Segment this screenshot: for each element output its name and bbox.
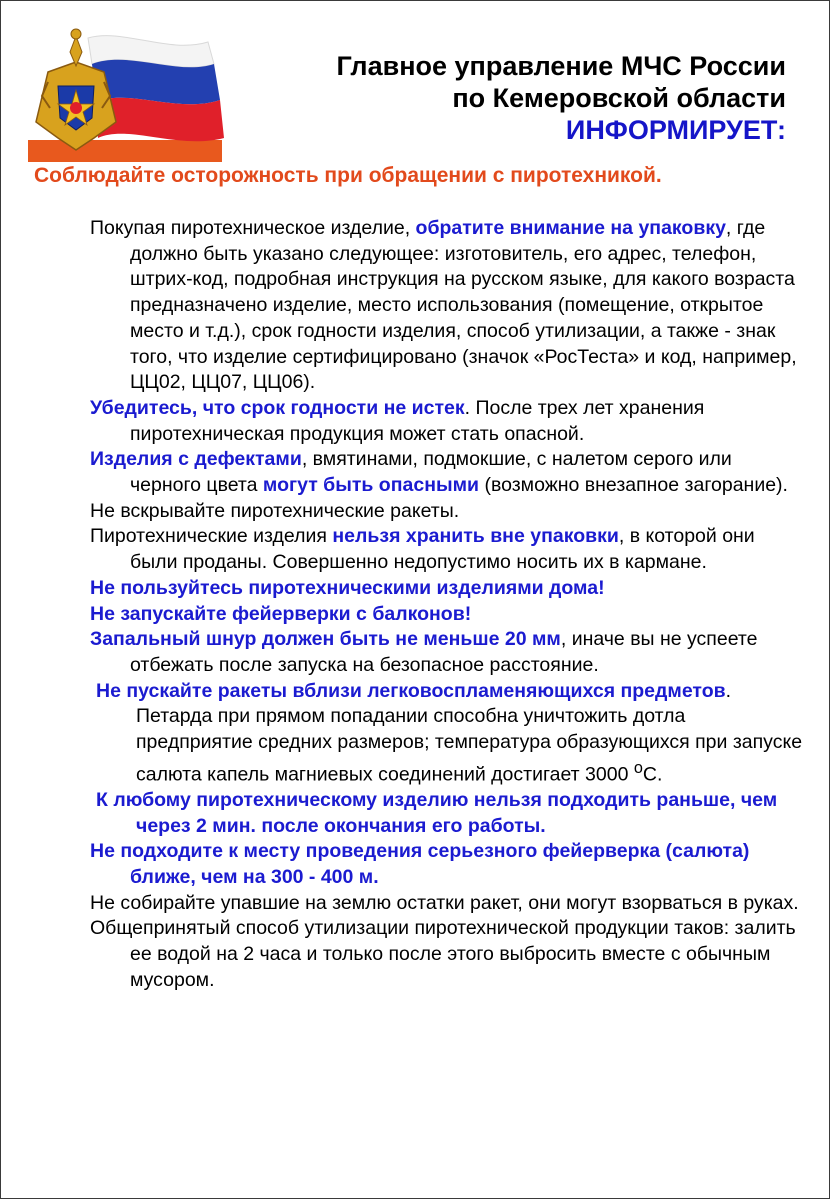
logo-graphic	[28, 26, 228, 166]
text: Общепринятый способ утилизации пиротехнической продукции таков: залить ее водой на 2 часа и только после этого выбросить вместе с обычным мусором.	[90, 917, 796, 991]
advice-remains	[90, 891, 805, 917]
degree-sup: о	[633, 758, 643, 777]
header-informs: ИНФОРМИРУЕТ:	[565, 115, 786, 145]
advice-disposal	[90, 916, 805, 993]
highlight: Убедитесь, что срок годности не истек	[90, 396, 465, 419]
text: Не вскрывайте пиротехнические ракеты.	[90, 499, 460, 522]
text: , где должно быть указано следующее: изготовитель, его адрес, телефон, штрих-код, подробная инструкция на русском языке, для какого возраста предназначено изделие, место использования (помещение, открытое место и т.д.), срок годности изделия, способ утилизации, а также - знак того, что изделие сертифицировано (значок «РосТеста» и код, например, ЦЦ02, ЦЦ07, ЦЦ06).	[130, 217, 797, 394]
logo-block	[28, 26, 228, 166]
text: , вмятинами, подмокшие, с налетом серого или черного цвета	[130, 448, 732, 497]
highlight: обратите внимание на упаковку	[415, 217, 726, 239]
highlight: Не пускайте ракеты вблизи легковоспламеняющихся предметов	[96, 679, 726, 702]
header	[336, 50, 786, 146]
highlight: нельзя хранить вне упаковки	[332, 525, 619, 548]
text: , иначе вы не успеете отбежать после запуска на безопасное расстояние.	[130, 628, 758, 676]
advice-distance	[90, 839, 805, 890]
highlight: Не пользуйтесь пиротехническими изделиями дома!	[90, 576, 605, 599]
advice-packaging	[90, 216, 805, 396]
advice-expiry	[90, 396, 805, 447]
text: Пиротехнические изделия	[90, 525, 333, 548]
text: . Петарда при прямом попадании способна уничтожить дотла предприятие средних размеров; температура образующихся при запуске салюта капель магниевых соединений достигает 3000	[136, 679, 803, 786]
header-org-line1: Главное управление МЧС России	[336, 51, 786, 81]
highlight: Изделия с дефектами	[90, 448, 302, 471]
advice-no-balconies	[90, 602, 805, 628]
orange-bar	[28, 140, 222, 162]
highlight: Запальный шнур должен быть не меньше 20 мм	[90, 628, 561, 651]
advice-defects	[90, 447, 805, 498]
advice-list	[90, 216, 805, 994]
text: . После трех лет хранения пиротехническая продукция может стать опасной.	[130, 396, 705, 445]
advice-storage	[90, 524, 805, 575]
highlight: К любому пиротехническому изделию нельзя подходить раньше, чем через 2 мин. после окончания его работы.	[96, 788, 778, 837]
advice-fuse	[90, 627, 805, 678]
text: (возможно внезапное загорание).	[479, 474, 788, 497]
advice-flammables	[90, 679, 805, 788]
highlight: могут быть опасными	[262, 474, 480, 497]
advice-no-opening	[90, 499, 805, 525]
advice-not-at-home	[90, 576, 805, 602]
text: , в которой они были проданы. Совершенно недопустимо носить их в кармане.	[130, 525, 755, 574]
highlight: Не подходите к месту проведения серьезного фейерверка (салюта) ближе, чем на 300 - 400 м.	[90, 840, 750, 889]
header-org-line2: по Кемеровской области	[452, 83, 786, 113]
text: Покупая пиротехническое изделие,	[90, 217, 416, 239]
advice-wait	[90, 788, 805, 839]
page-subtitle: Соблюдайте осторожность при обращении с пиротехникой.	[34, 164, 662, 187]
text: Не собирайте упавшие на землю остатки ракет, они могут взорваться в руках.	[90, 891, 799, 914]
text: С.	[642, 763, 663, 786]
highlight: Не запускайте фейерверки с балконов!	[90, 602, 472, 625]
